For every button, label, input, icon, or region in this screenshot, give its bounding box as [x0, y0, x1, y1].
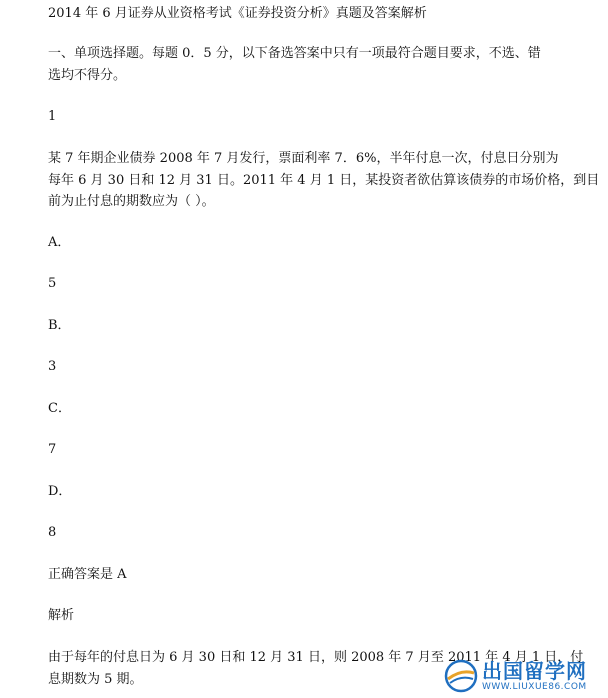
analysis-line-1: 由于每年的付息日为 6 月 30 日和 12 月 31 日，则 2008 年 7 月至 2011 年 4 月 1 日，付	[48, 650, 584, 665]
analysis-label: 解析	[48, 608, 75, 623]
correct-answer: 正确答案是 A	[48, 567, 127, 582]
question-text-line-1: 某 7 年期企业债券 2008 年 7 月发行，票面利率 7．6%，半年付息一次，付息日分别为	[48, 151, 559, 166]
option-d-label: D．	[48, 484, 72, 499]
analysis-line-2: 息期数为 5 期。	[48, 672, 143, 687]
question-number: 1	[48, 109, 57, 124]
question-text-line-3: 前为止付息的期数应为（ ）。	[48, 194, 215, 209]
option-d-value: 8	[48, 525, 57, 540]
watermark-name: 出国留学网	[482, 658, 587, 683]
section-heading-line-1: 一、单项选择题。每题 0．5 分，以下备选答案中只有一项最符合题目要求，不选、错	[48, 46, 541, 61]
watermark-url: WWW.LIUXUE86.COM	[482, 681, 587, 692]
option-c-value: 7	[48, 442, 57, 457]
option-a-label: A．	[48, 235, 71, 250]
section-heading-line-2: 选均不得分。	[48, 68, 127, 83]
globe-logo-icon	[444, 659, 478, 693]
watermark	[444, 656, 604, 696]
document-title: 2014 年 6 月证券从业资格考试《证券投资分析》真题及答案解析	[48, 6, 427, 21]
option-c-label: C．	[48, 401, 71, 416]
option-a-value: 5	[48, 276, 57, 291]
question-text-line-2: 每年 6 月 30 日和 12 月 31 日。2011 年 4 月 1 日，某投资者欲估算该债券的市场价格，到目	[48, 173, 600, 188]
option-b-label: B．	[48, 318, 71, 333]
option-b-value: 3	[48, 359, 57, 374]
